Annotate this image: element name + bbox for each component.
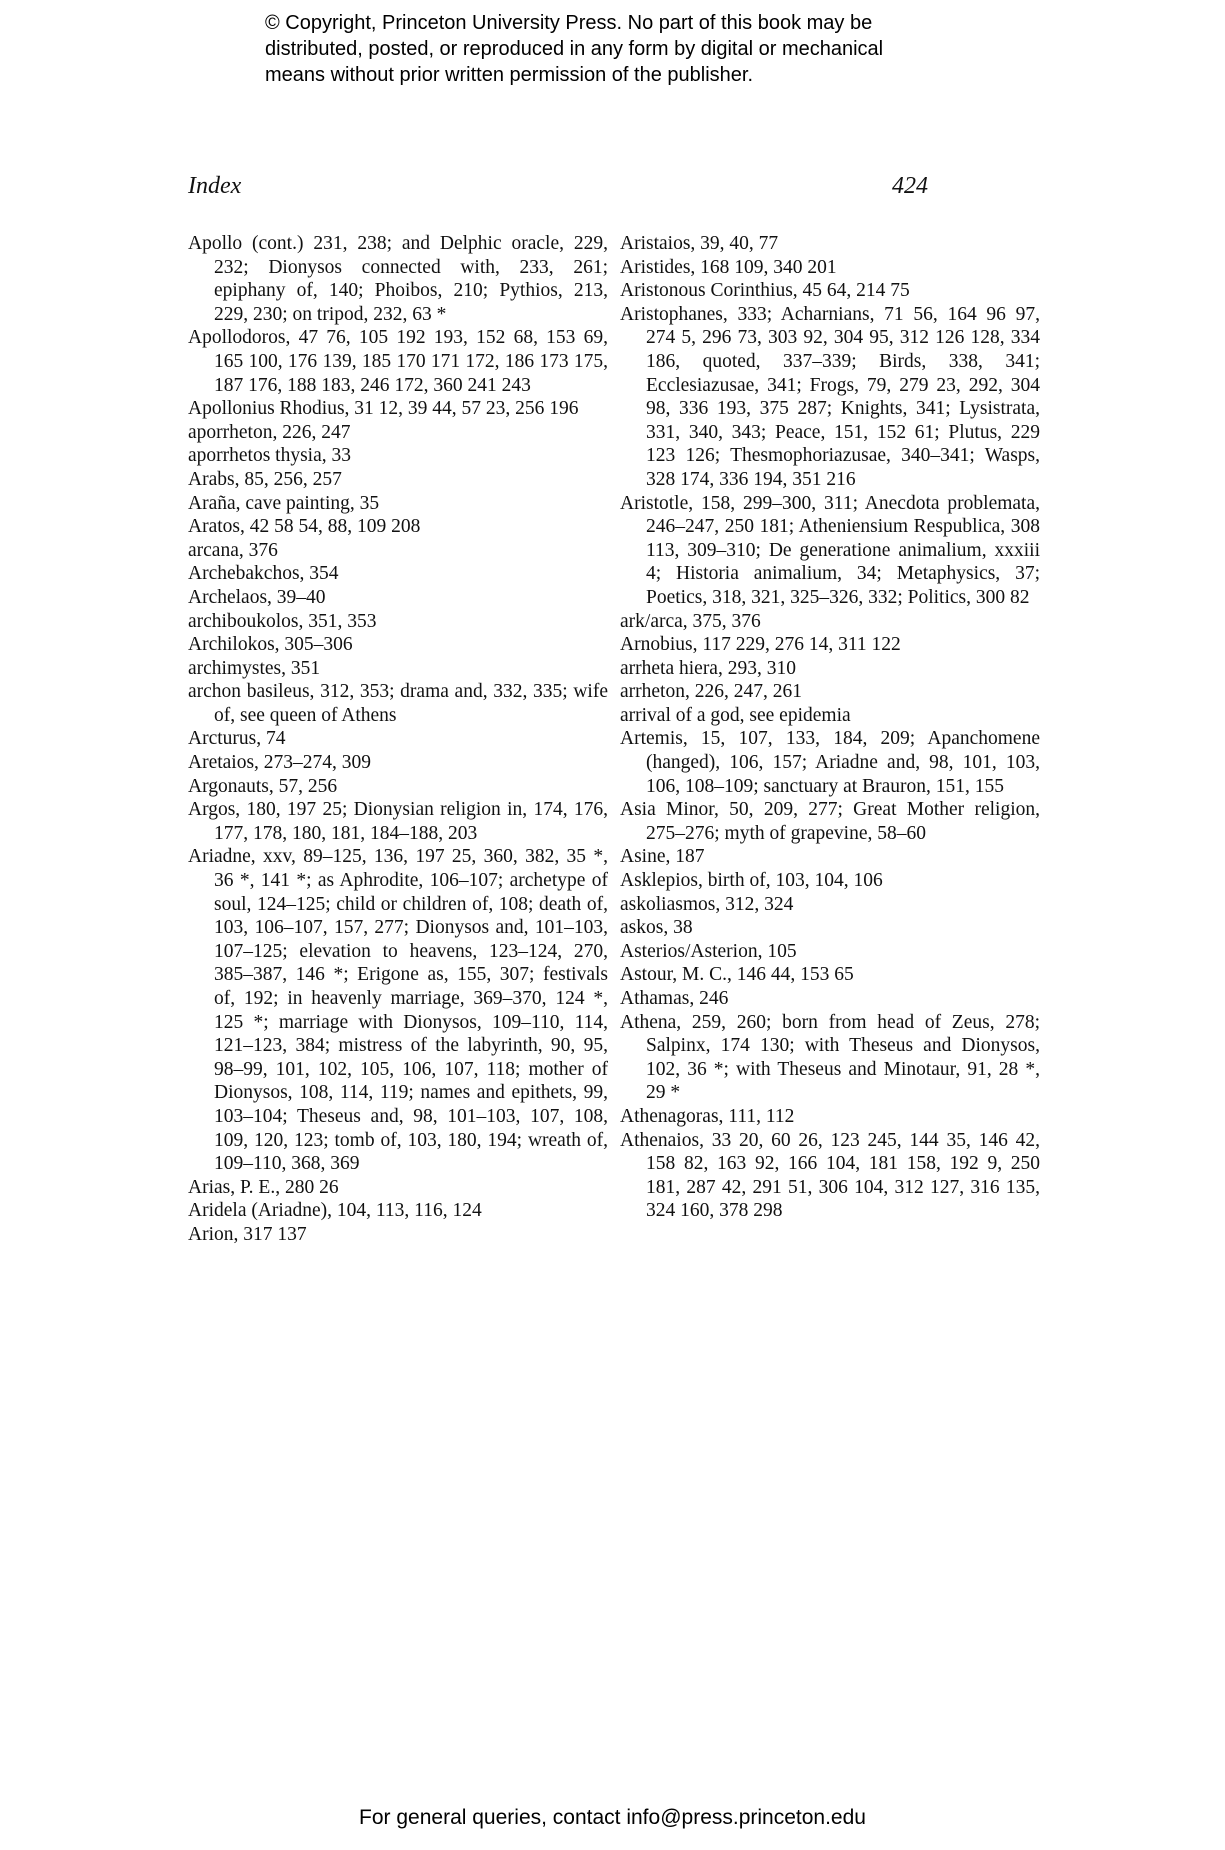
index-entry: askoliasmos, 312, 324	[620, 893, 794, 915]
index-entry: Arabs, 85, 256, 257	[188, 468, 342, 490]
index-column-left	[188, 232, 608, 1247]
index-entry: Artemis, 15, 107, 133, 184, 209; Apanchomene (hanged), 106, 157; Ariadne and, 98, 101, 103, 106, 108–109; sanctuary at Brauron, 151, 155	[620, 728, 1040, 797]
index-entry: Aristonous Corinthius, 45 64, 214 75	[620, 280, 910, 302]
index-entry: Asine, 187	[620, 846, 705, 868]
index-entry: Aridela (Ariadne), 104, 113, 116, 124	[188, 1200, 482, 1222]
index-entry: Archilokos, 305–306	[188, 634, 353, 656]
index-entry: Aristotle, 158, 299–300, 311; Anecdota problemata, 246–247, 250 181; Atheniensium Respublica, 308 113, 309–310; De generatione animalium, xxxiii 4; Historia animalium, 34; Metaphysics, 37; Poetics, 318, 321, 325–326, 332; Politics, 300 82	[620, 492, 1040, 608]
index-entry: Athamas, 246	[620, 988, 729, 1009]
index-entry: arrheta hiera, 293, 310	[620, 657, 796, 679]
index-entry: arrheton, 226, 247, 261	[620, 681, 802, 703]
index-entry: arcana, 376	[188, 539, 278, 561]
index-entry: Aristophanes, 333; Acharnians, 71 56, 164 96 97, 274 5, 296 73, 303 92, 304 95, 312 126 128, 334 186, quoted, 337–339; Birds, 338, 341; Ecclesiazusae, 341; Frogs, 79, 279 23, 292, 304 98, 336 193, 375 287; Knights, 341; Lysistrata, 331, 340, 343; Peace, 151, 152 61; Plutus, 229 123 126; Thesmophoriazusae, 340–341; Wasps, 328 174, 336 194, 351 216	[620, 303, 1040, 490]
copyright-line-1: © Copyright, Princeton University Press. No part of this book may be	[265, 12, 873, 34]
index-entry: Ariadne, xxv, 89–125, 136, 197 25, 360, 382, 35 *, 36 *, 141 *; as Aphrodite, 106–107; archetype of soul, 124–125; child or children of, 108; death of, 103, 106–107, 157, 277; Dionysos and, 101–103, 107–125; elevation to heavens, 123–124, 270, 385–387, 146 *; Erigone as, 155, 307; festivals of, 192; in heavenly marriage, 369–370, 124 *, 125 *; marriage with Dionysos, 109–110, 114, 121–123, 384; mistress of the labyrinth, 90, 95, 98–99, 101, 102, 105, 106, 107, 118; mother of Dionysos, 108, 114, 119; names and epithets, 99, 103–104; Theseus and, 98, 101–103, 107, 108, 109, 120, 123; tomb of, 103, 180, 194; wreath of, 109–110, 368, 369	[188, 846, 608, 1175]
index-entry: Arion, 317 137	[188, 1223, 307, 1245]
index-entry: Asterios/Asterion, 105	[620, 940, 797, 962]
index-entry: Arias, P. E., 280 26	[188, 1176, 339, 1198]
index-entry: Aratos, 42 58 54, 88, 109 208	[188, 516, 421, 538]
index-entry: Aristides, 168 109, 340 201	[620, 256, 837, 278]
index-entry: ark/arca, 375, 376	[620, 610, 761, 632]
index-entry: Asia Minor, 50, 209, 277; Great Mother religion, 275–276; myth of grapevine, 58–60	[620, 799, 1040, 844]
copyright-notice	[265, 10, 1025, 88]
index-entry: askos, 38	[620, 917, 693, 939]
index-entry: Argonauts, 57, 256	[188, 775, 338, 797]
index-entry: Arnobius, 117 229, 276 14, 311 122	[620, 634, 901, 656]
page-number: 424	[892, 173, 928, 199]
index-entry: Apollo (cont.) 231, 238; and Delphic oracle, 229, 232; Dionysos connected with, 233, 261; epiphany of, 140; Phoibos, 210; Pythios, 213, 229, 230; on tripod, 232, 63 *	[188, 233, 608, 325]
copyright-line-2: distributed, posted, or reproduced in any form by digital or mechanical	[265, 38, 884, 60]
index-entry: Athenaios, 33 20, 60 26, 123 245, 144 35, 146 42, 158 82, 163 92, 166 104, 181 158, 192 9, 250 181, 287 42, 291 51, 306 104, 312 127, 316 135, 324 160, 378 298	[620, 1129, 1040, 1222]
index-entry: archiboukolos, 351, 353	[188, 610, 377, 632]
index-entry: Athena, 259, 260; born from head of Zeus, 278; Salpinx, 174 130; with Theseus and Dionysos, 102, 36 *; with Theseus and Minotaur, 91, 28 *, 29 *	[620, 1011, 1040, 1104]
index-entry: Astour, M. C., 146 44, 153 65	[620, 964, 854, 986]
index-entry: Araña, cave painting, 35	[188, 492, 380, 514]
index-entry: Arcturus, 74	[188, 728, 286, 750]
index-entry: arrival of a god, see epidemia	[620, 704, 851, 726]
index-entry: Athenagoras, 111, 112	[620, 1105, 795, 1127]
index-entry: aporrheton, 226, 247	[188, 421, 351, 443]
index-column-right	[620, 232, 1040, 1223]
footer-contact: For general queries, contact info@press.princeton.edu	[359, 1806, 866, 1829]
index-entry: Archelaos, 39–40	[188, 586, 326, 608]
index-entry: Asklepios, birth of, 103, 104, 106	[620, 870, 883, 892]
copyright-line-3: means without prior written permission of the publisher.	[265, 64, 754, 86]
index-entry: archon basileus, 312, 353; drama and, 332, 335; wife of, see queen of Athens	[188, 681, 608, 726]
index-entry: Aretaios, 273–274, 309	[188, 752, 372, 774]
index-entry: aporrhetos thysia, 33	[188, 445, 352, 467]
index-entry: Archebakchos, 354	[188, 563, 339, 585]
index-entry: archimystes, 351	[188, 657, 321, 679]
index-entry: Apollodoros, 47 76, 105 192 193, 152 68, 153 69, 165 100, 176 139, 185 170 171 172, 186 173 175, 187 176, 188 183, 246 172, 360 241 243	[188, 327, 608, 396]
index-entry: Apollonius Rhodius, 31 12, 39 44, 57 23, 256 196	[188, 398, 579, 420]
index-entry: Argos, 180, 197 25; Dionysian religion in, 174, 176, 177, 178, 180, 181, 184–188, 203	[188, 799, 608, 844]
index-entry: Aristaios, 39, 40, 77	[620, 233, 779, 254]
running-head-title: Index	[188, 173, 242, 199]
